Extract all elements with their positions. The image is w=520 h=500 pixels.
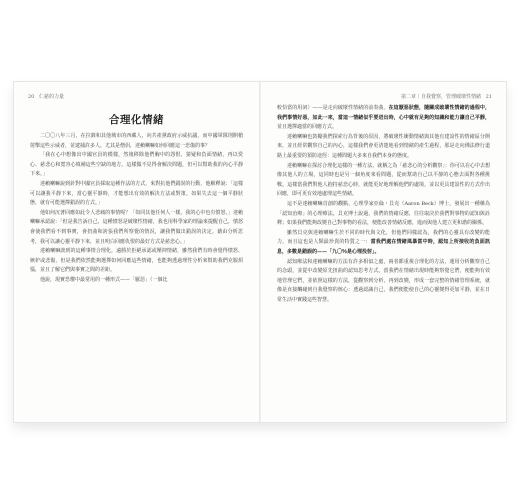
paragraph	[277, 104, 490, 133]
right-page-body	[277, 104, 490, 305]
paragraph	[277, 133, 490, 162]
left-page-body	[30, 132, 243, 286]
paragraph: 達賴喇嘛談到的這種事情合理化，遠勝於拒絕承認或壓抑情緒，雖然我們有時會覺得憤怒、嫉妒或悲傷，但是我們依然能夠選擇如何回應這些情緒，也能夠透過理性分析來幫助我們克服煩惱，並且了解它們與事實之間的差距。	[30, 248, 243, 274]
book-spread	[14, 82, 506, 422]
left-running-head: 仁慈的力量	[38, 94, 64, 100]
text-run: 並且選擇適當的回應方式。	[277, 124, 338, 131]
bold-text: 當我們處在情緒風暴當中時，認知上所接收的負面訊息，多數是錯誤的	[277, 239, 490, 255]
text-run: 這不是達賴喇嘛首創的觀點，心理學家亞倫・貝克（Aaron Beck）博士，發展出一種稱為「認知治療」的心理療法。貝克博士說過，我們的情緒反應，往往取決於我們對事物的認知與詮釋；如果我們能夠改變自己對事物的看法，便能改善情緒反應，進而與他人建立更和諧的關係。	[277, 200, 490, 227]
paragraph: 「我在心中想像出中國官員的模樣，然後移除他們胸中的怨恨、猜疑和負面情緒，再以愛心、慈悲心和寬容心填補這些空缺的地方。這樣做不見得會解決問題，但可以幫助我的內心平靜下來。」	[30, 152, 243, 178]
bold-text: 在這厭惡狀態，隨關成破壞性情緒的過程中，我們事情好惡，如此一來，當這一情緒似乎要迸出時，心中就有足夠的知識和能力讓自己平靜，	[277, 105, 490, 121]
right-running-head: 第二章｜自我覺察，管理破壞性情緒	[401, 94, 482, 100]
right-page	[261, 82, 506, 422]
section-title: 合理化情緒	[109, 114, 164, 126]
left-page	[14, 82, 259, 422]
paragraph	[277, 229, 490, 258]
paragraph	[277, 258, 490, 306]
paragraph	[277, 162, 490, 200]
paragraph: 他如何沉著回應如此令人悲痛的事情呢？「如同其他任何人一樣，我的心中也有憤怒，」達賴喇嘛承認說：「但是我告訴自己，這種憤怒是破壞性情緒，我也用科學家的理論來提醒自己，憤怒會使我們看不到事實，會扭曲和誇張我們所察覺的情況，讓我們做出錯誤的決定。藉由分析思考，我可以讓心靈平靜下來，並且明白回應仇恨的最好方式是慈悲心。」	[30, 209, 243, 245]
right-page-number: 21	[485, 94, 492, 100]
paragraph: 達賴喇嘛說到針對中國官員採取這種作法的方式，來對抗他們錯誤的行動，他解釋說：「這樣可以讓我平靜下來，當心靈平靜時，才能想出有效的解決方法或對策。如果失去這一個平靜狀態，就有可能選擇錯誤的方式。」	[30, 180, 243, 207]
text-run: 較恰當的用詞）——是走向破壞性情緒的前奏曲。	[277, 105, 389, 111]
right-page-header	[398, 93, 492, 100]
paragraph: 二〇〇八年三月，在拉薩和其他城市的西藏人，向共產黨政府示威抗議，而中國軍隊則開槍射擊這些示威者，並逮捕許多人。尤其是僧侶，達賴喇嘛如何回應這一悲傷的事？	[30, 133, 243, 149]
text-run: 達賴喇嘛也鼓勵我們探索行為背後的原因，將破壞性衝動情緒與其他有建設性的情緒區分開來，並且經常觀察自己的內心，這樣我們會更清楚地看到情緒的產生過程，那是走向佛法修行道路上最重要的預防途徑：這種問題大多來自我們本身的態度。	[277, 133, 490, 159]
text-run: 認知療法和達賴喇嘛的方法有許多相似之處，兩者都重視合理化的方法，運用分析觀察自己的念頭，並從中改變原先扭曲的認知思考方式。當我們在情緒出現時能夠察覺它們，便能夠有效地管理它們，並依照這樣的方法，從觀察到分析，再到改變，形成一套完整的情緒管理系統，就像是直接觸碰到自我覺察的核心：透過認識自己，我們便能使自己的心靈變得更加平靜，並在日常生活中實踐這些智慧。	[277, 258, 490, 303]
text-run: 雖然貝克與達賴喇嘛生於不同的時代與文化，但他們同樣認為，我們的心靈具有改變的能力，而且這也是人類最珍貴的特質之一：	[277, 229, 490, 246]
left-page-number: 20	[28, 94, 35, 100]
bold-text: ——「九〇％是心理投射」。	[317, 248, 380, 255]
left-page-header	[28, 93, 67, 100]
paragraph	[277, 200, 490, 229]
paragraph: 他說，現實恐懼中最常用的一種形式——「厭惡」（一個比	[40, 276, 168, 283]
text-run: 達賴喇嘛在探討合理化這樣的一種方法，就稱之為「慈悲心的分析觀察」：你可以在心中去想像其他人的立場，這同時也是另一個角度來看問題，從而幫助自己以平靜的心態去面對各種挑戰。這樣當我們對他人抱持慈悲心時，就能更好地理解他們的處境，並以更具建設性的方式作出回應，即可更有效地處理這些情緒。	[277, 162, 490, 198]
